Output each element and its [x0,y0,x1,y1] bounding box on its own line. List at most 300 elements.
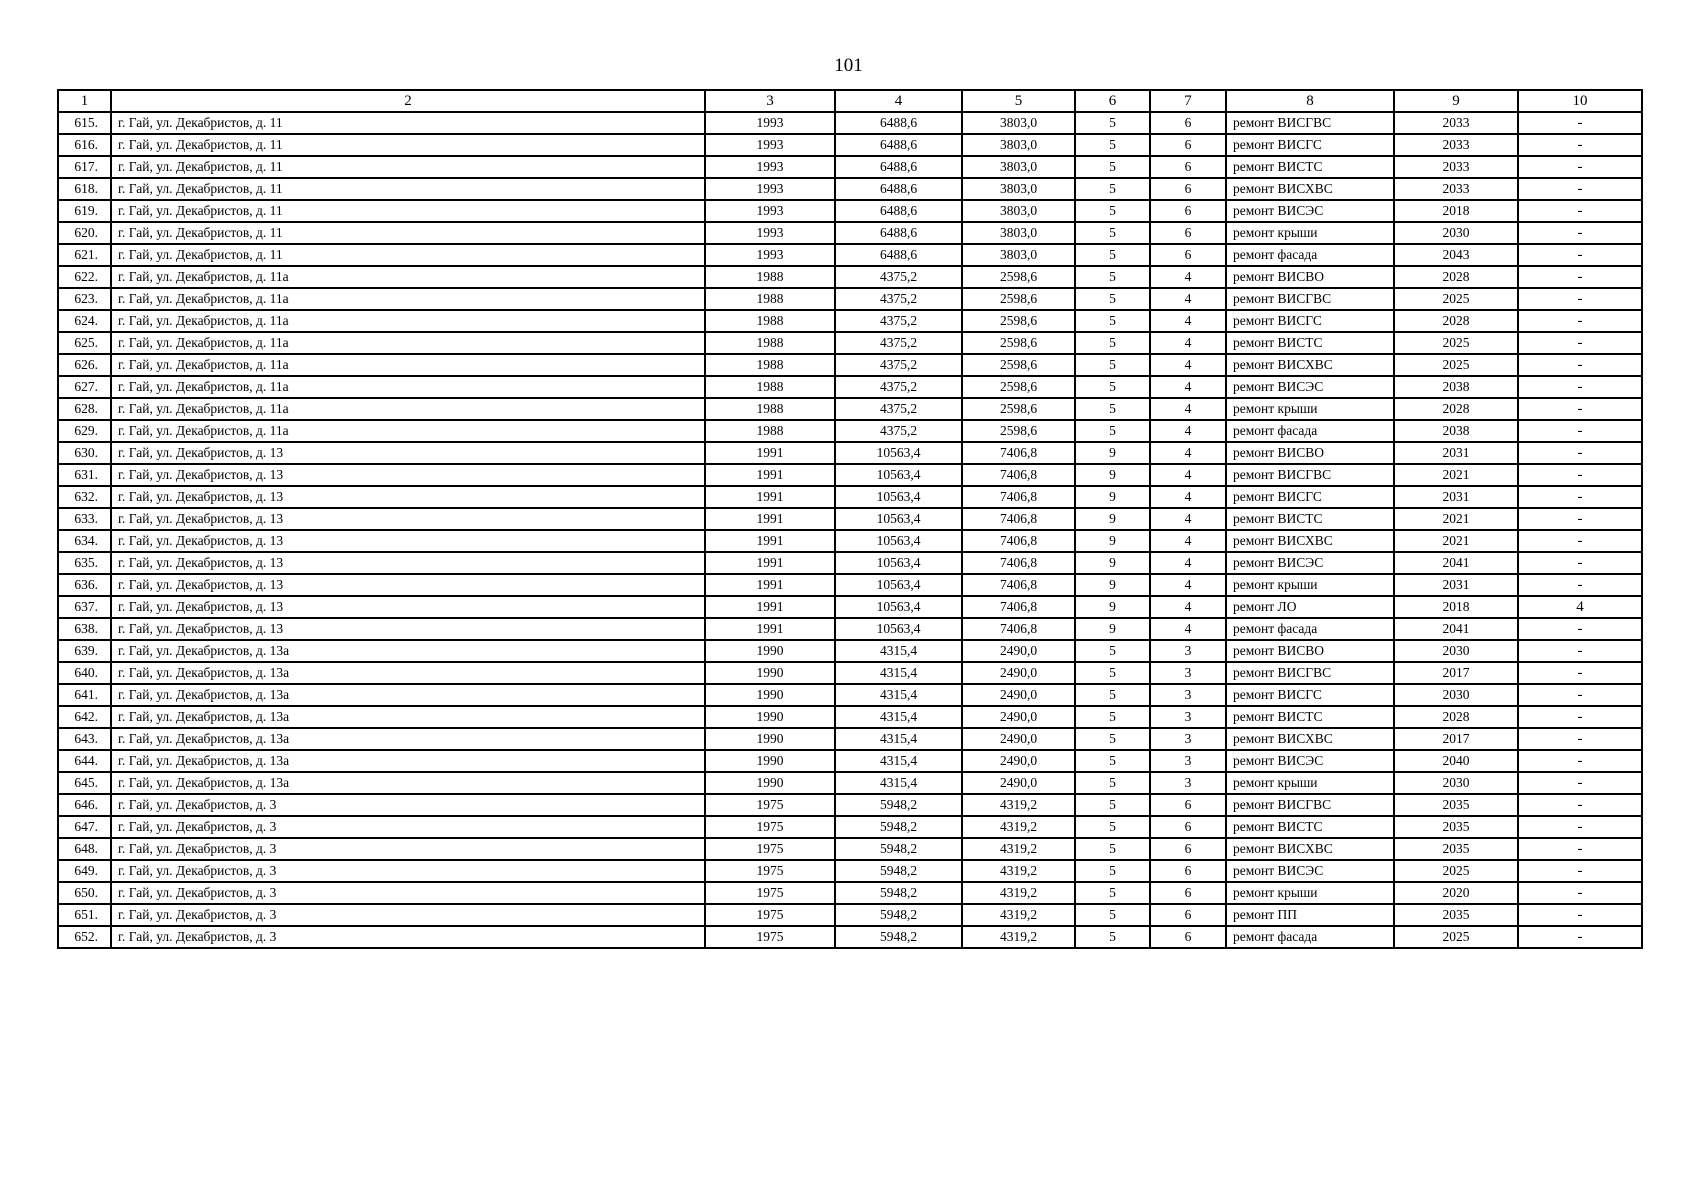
cell-planned-year: 2021 [1394,464,1518,486]
cell-row-number: 625. [58,332,111,354]
cell-row-number: 618. [58,178,111,200]
table-row [58,794,1642,816]
cell-planned-year: 2038 [1394,420,1518,442]
cell-entrances: 4 [1150,310,1226,332]
cell-build-year: 1991 [705,574,835,596]
cell-total-area: 4375,2 [835,310,962,332]
cell-planned-year: 2028 [1394,266,1518,288]
cell-total-area: 5948,2 [835,882,962,904]
cell-planned-year: 2025 [1394,926,1518,948]
cell-address: г. Гай, ул. Декабристов, д. 13 [111,486,705,508]
cell-address: г. Гай, ул. Декабристов, д. 13 [111,574,705,596]
cell-floors: 9 [1075,464,1150,486]
cell-floors: 5 [1075,200,1150,222]
cell-living-area: 3803,0 [962,112,1075,134]
cell-work-type: ремонт ВИСХВС [1226,354,1394,376]
cell-address: г. Гай, ул. Декабристов, д. 13 [111,464,705,486]
cell-value-10: - [1518,420,1642,442]
column-header-7: 7 [1150,90,1226,112]
cell-address: г. Гай, ул. Декабристов, д. 11 [111,134,705,156]
cell-planned-year: 2021 [1394,530,1518,552]
cell-entrances: 6 [1150,860,1226,882]
cell-living-area: 4319,2 [962,860,1075,882]
cell-work-type: ремонт ЛО [1226,596,1394,618]
cell-planned-year: 2030 [1394,640,1518,662]
cell-build-year: 1991 [705,486,835,508]
cell-living-area: 4319,2 [962,794,1075,816]
cell-entrances: 6 [1150,794,1226,816]
cell-build-year: 1991 [705,530,835,552]
cell-row-number: 652. [58,926,111,948]
cell-work-type: ремонт фасада [1226,420,1394,442]
cell-address: г. Гай, ул. Декабристов, д. 3 [111,904,705,926]
table-row [58,200,1642,222]
cell-value-10: - [1518,266,1642,288]
column-header-8: 8 [1226,90,1394,112]
cell-build-year: 1975 [705,816,835,838]
cell-planned-year: 2017 [1394,728,1518,750]
cell-value-10: - [1518,398,1642,420]
cell-build-year: 1988 [705,420,835,442]
cell-total-area: 4315,4 [835,706,962,728]
cell-living-area: 7406,8 [962,618,1075,640]
cell-work-type: ремонт фасада [1226,244,1394,266]
cell-build-year: 1975 [705,882,835,904]
cell-row-number: 627. [58,376,111,398]
cell-floors: 5 [1075,904,1150,926]
cell-planned-year: 2031 [1394,486,1518,508]
cell-floors: 5 [1075,706,1150,728]
table-row [58,574,1642,596]
cell-value-10: 4 [1518,596,1642,618]
cell-address: г. Гай, ул. Декабристов, д. 11 [111,112,705,134]
cell-value-10: - [1518,200,1642,222]
cell-address: г. Гай, ул. Декабристов, д. 13 [111,618,705,640]
cell-work-type: ремонт ВИСХВС [1226,530,1394,552]
cell-row-number: 634. [58,530,111,552]
cell-address: г. Гай, ул. Декабристов, д. 13а [111,662,705,684]
cell-build-year: 1975 [705,904,835,926]
cell-build-year: 1975 [705,860,835,882]
cell-planned-year: 2038 [1394,376,1518,398]
cell-planned-year: 2030 [1394,772,1518,794]
cell-value-10: - [1518,222,1642,244]
cell-entrances: 3 [1150,728,1226,750]
cell-work-type: ремонт ВИСЭС [1226,552,1394,574]
cell-living-area: 2490,0 [962,684,1075,706]
cell-row-number: 637. [58,596,111,618]
cell-row-number: 646. [58,794,111,816]
cell-value-10: - [1518,750,1642,772]
table-row [58,376,1642,398]
cell-work-type: ремонт ВИСВО [1226,640,1394,662]
cell-total-area: 5948,2 [835,838,962,860]
cell-address: г. Гай, ул. Декабристов, д. 13а [111,750,705,772]
cell-work-type: ремонт фасада [1226,926,1394,948]
column-header-6: 6 [1075,90,1150,112]
cell-work-type: ремонт ВИСТС [1226,508,1394,530]
table-row [58,706,1642,728]
cell-build-year: 1988 [705,354,835,376]
cell-total-area: 6488,6 [835,156,962,178]
cell-value-10: - [1518,552,1642,574]
cell-living-area: 7406,8 [962,464,1075,486]
cell-row-number: 619. [58,200,111,222]
cell-total-area: 6488,6 [835,222,962,244]
column-header-1: 1 [58,90,111,112]
cell-total-area: 10563,4 [835,530,962,552]
cell-entrances: 3 [1150,772,1226,794]
cell-floors: 5 [1075,772,1150,794]
cell-build-year: 1993 [705,200,835,222]
cell-total-area: 4315,4 [835,750,962,772]
cell-address: г. Гай, ул. Декабристов, д. 13 [111,596,705,618]
cell-planned-year: 2020 [1394,882,1518,904]
cell-value-10: - [1518,860,1642,882]
cell-entrances: 4 [1150,420,1226,442]
cell-planned-year: 2031 [1394,574,1518,596]
cell-total-area: 6488,6 [835,244,962,266]
cell-total-area: 4315,4 [835,640,962,662]
cell-build-year: 1988 [705,376,835,398]
cell-row-number: 649. [58,860,111,882]
table-row [58,354,1642,376]
cell-floors: 9 [1075,486,1150,508]
cell-entrances: 6 [1150,816,1226,838]
cell-address: г. Гай, ул. Декабристов, д. 3 [111,794,705,816]
cell-work-type: ремонт ВИСЭС [1226,376,1394,398]
cell-planned-year: 2035 [1394,816,1518,838]
cell-entrances: 6 [1150,222,1226,244]
cell-entrances: 6 [1150,178,1226,200]
cell-row-number: 636. [58,574,111,596]
cell-planned-year: 2033 [1394,112,1518,134]
cell-living-area: 2598,6 [962,332,1075,354]
cell-floors: 5 [1075,244,1150,266]
cell-total-area: 10563,4 [835,596,962,618]
cell-row-number: 631. [58,464,111,486]
table-row [58,508,1642,530]
table-row [58,904,1642,926]
cell-entrances: 6 [1150,134,1226,156]
cell-value-10: - [1518,508,1642,530]
cell-living-area: 4319,2 [962,904,1075,926]
cell-floors: 9 [1075,442,1150,464]
cell-work-type: ремонт крыши [1226,398,1394,420]
cell-work-type: ремонт крыши [1226,772,1394,794]
cell-value-10: - [1518,772,1642,794]
cell-row-number: 639. [58,640,111,662]
cell-living-area: 2490,0 [962,640,1075,662]
cell-address: г. Гай, ул. Декабристов, д. 13а [111,772,705,794]
cell-address: г. Гай, ул. Декабристов, д. 13 [111,530,705,552]
cell-row-number: 617. [58,156,111,178]
cell-planned-year: 2025 [1394,288,1518,310]
table-body [58,112,1642,948]
cell-address: г. Гай, ул. Декабристов, д. 13а [111,640,705,662]
table-row [58,398,1642,420]
cell-total-area: 4375,2 [835,376,962,398]
table-row [58,112,1642,134]
cell-row-number: 624. [58,310,111,332]
cell-work-type: ремонт ВИСЭС [1226,200,1394,222]
cell-planned-year: 2031 [1394,442,1518,464]
table-row [58,486,1642,508]
cell-floors: 5 [1075,926,1150,948]
header-row [58,90,1642,112]
cell-address: г. Гай, ул. Декабристов, д. 3 [111,816,705,838]
cell-value-10: - [1518,684,1642,706]
table-row [58,640,1642,662]
cell-address: г. Гай, ул. Декабристов, д. 11 [111,178,705,200]
column-header-3: 3 [705,90,835,112]
table-row [58,332,1642,354]
cell-living-area: 7406,8 [962,486,1075,508]
cell-floors: 9 [1075,618,1150,640]
cell-living-area: 2490,0 [962,750,1075,772]
cell-build-year: 1991 [705,552,835,574]
cell-address: г. Гай, ул. Декабристов, д. 11 [111,156,705,178]
cell-planned-year: 2043 [1394,244,1518,266]
cell-address: г. Гай, ул. Декабристов, д. 13 [111,552,705,574]
cell-build-year: 1990 [705,684,835,706]
cell-address: г. Гай, ул. Декабристов, д. 11 [111,200,705,222]
cell-value-10: - [1518,244,1642,266]
cell-build-year: 1975 [705,794,835,816]
cell-planned-year: 2030 [1394,684,1518,706]
cell-value-10: - [1518,904,1642,926]
cell-floors: 5 [1075,134,1150,156]
cell-address: г. Гай, ул. Декабристов, д. 3 [111,882,705,904]
cell-planned-year: 2040 [1394,750,1518,772]
column-header-4: 4 [835,90,962,112]
cell-floors: 5 [1075,794,1150,816]
cell-work-type: ремонт фасада [1226,618,1394,640]
cell-build-year: 1993 [705,112,835,134]
cell-row-number: 633. [58,508,111,530]
cell-row-number: 632. [58,486,111,508]
cell-row-number: 621. [58,244,111,266]
cell-address: г. Гай, ул. Декабристов, д. 11 [111,222,705,244]
cell-value-10: - [1518,442,1642,464]
cell-floors: 5 [1075,398,1150,420]
cell-floors: 9 [1075,574,1150,596]
register-table [57,89,1643,949]
cell-floors: 9 [1075,530,1150,552]
cell-value-10: - [1518,486,1642,508]
table-row [58,420,1642,442]
cell-entrances: 4 [1150,596,1226,618]
cell-floors: 5 [1075,178,1150,200]
cell-floors: 5 [1075,640,1150,662]
cell-address: г. Гай, ул. Декабристов, д. 13а [111,706,705,728]
cell-value-10: - [1518,662,1642,684]
page-number: 101 [834,55,863,76]
cell-living-area: 2598,6 [962,288,1075,310]
cell-living-area: 4319,2 [962,838,1075,860]
cell-value-10: - [1518,706,1642,728]
cell-work-type: ремонт ВИСГВС [1226,662,1394,684]
cell-planned-year: 2035 [1394,838,1518,860]
cell-build-year: 1990 [705,706,835,728]
cell-planned-year: 2030 [1394,222,1518,244]
table-row [58,244,1642,266]
cell-value-10: - [1518,618,1642,640]
cell-work-type: ремонт ВИСТС [1226,816,1394,838]
cell-entrances: 6 [1150,882,1226,904]
cell-entrances: 4 [1150,376,1226,398]
cell-address: г. Гай, ул. Декабристов, д. 11 [111,244,705,266]
cell-address: г. Гай, ул. Декабристов, д. 13 [111,508,705,530]
cell-entrances: 3 [1150,662,1226,684]
cell-work-type: ремонт ВИСГВС [1226,112,1394,134]
table-row [58,684,1642,706]
cell-total-area: 4315,4 [835,728,962,750]
table-row [58,618,1642,640]
cell-value-10: - [1518,816,1642,838]
cell-build-year: 1993 [705,178,835,200]
cell-entrances: 3 [1150,640,1226,662]
cell-address: г. Гай, ул. Декабристов, д. 11а [111,310,705,332]
cell-build-year: 1993 [705,244,835,266]
cell-row-number: 643. [58,728,111,750]
cell-floors: 5 [1075,310,1150,332]
cell-floors: 5 [1075,816,1150,838]
cell-total-area: 4375,2 [835,266,962,288]
cell-total-area: 10563,4 [835,508,962,530]
cell-planned-year: 2033 [1394,156,1518,178]
cell-row-number: 644. [58,750,111,772]
cell-living-area: 7406,8 [962,574,1075,596]
cell-address: г. Гай, ул. Декабристов, д. 3 [111,838,705,860]
cell-living-area: 2598,6 [962,310,1075,332]
cell-address: г. Гай, ул. Декабристов, д. 11а [111,332,705,354]
cell-planned-year: 2021 [1394,508,1518,530]
cell-address: г. Гай, ул. Декабристов, д. 13а [111,684,705,706]
cell-living-area: 3803,0 [962,134,1075,156]
cell-address: г. Гай, ул. Декабристов, д. 11а [111,398,705,420]
cell-entrances: 4 [1150,618,1226,640]
table-row [58,288,1642,310]
cell-row-number: 638. [58,618,111,640]
cell-planned-year: 2017 [1394,662,1518,684]
cell-value-10: - [1518,112,1642,134]
cell-total-area: 6488,6 [835,134,962,156]
cell-living-area: 2490,0 [962,662,1075,684]
cell-entrances: 4 [1150,398,1226,420]
cell-total-area: 4315,4 [835,772,962,794]
cell-build-year: 1988 [705,398,835,420]
cell-living-area: 4319,2 [962,816,1075,838]
cell-planned-year: 2025 [1394,860,1518,882]
cell-build-year: 1990 [705,640,835,662]
cell-work-type: ремонт ВИСХВС [1226,178,1394,200]
cell-entrances: 4 [1150,574,1226,596]
table-row [58,882,1642,904]
cell-total-area: 4315,4 [835,662,962,684]
cell-build-year: 1988 [705,310,835,332]
cell-row-number: 635. [58,552,111,574]
cell-address: г. Гай, ул. Декабристов, д. 11а [111,420,705,442]
cell-entrances: 4 [1150,354,1226,376]
table-row [58,134,1642,156]
table-row [58,816,1642,838]
cell-living-area: 3803,0 [962,156,1075,178]
cell-row-number: 641. [58,684,111,706]
cell-value-10: - [1518,310,1642,332]
cell-work-type: ремонт ВИСТС [1226,156,1394,178]
cell-build-year: 1988 [705,266,835,288]
cell-row-number: 628. [58,398,111,420]
cell-floors: 5 [1075,750,1150,772]
cell-total-area: 10563,4 [835,552,962,574]
cell-total-area: 5948,2 [835,926,962,948]
cell-build-year: 1991 [705,464,835,486]
cell-row-number: 640. [58,662,111,684]
cell-entrances: 4 [1150,266,1226,288]
cell-total-area: 4375,2 [835,332,962,354]
table-row [58,926,1642,948]
cell-entrances: 6 [1150,838,1226,860]
cell-living-area: 3803,0 [962,244,1075,266]
cell-living-area: 4319,2 [962,926,1075,948]
cell-work-type: ремонт ВИСТС [1226,332,1394,354]
cell-value-10: - [1518,838,1642,860]
cell-entrances: 4 [1150,442,1226,464]
cell-value-10: - [1518,530,1642,552]
cell-value-10: - [1518,464,1642,486]
cell-build-year: 1993 [705,134,835,156]
cell-build-year: 1988 [705,288,835,310]
cell-floors: 5 [1075,420,1150,442]
cell-floors: 5 [1075,662,1150,684]
table-row [58,750,1642,772]
cell-floors: 5 [1075,156,1150,178]
cell-living-area: 2490,0 [962,772,1075,794]
table-row [58,222,1642,244]
cell-floors: 5 [1075,684,1150,706]
cell-row-number: 620. [58,222,111,244]
table-row [58,552,1642,574]
cell-total-area: 10563,4 [835,442,962,464]
cell-work-type: ремонт ВИСВО [1226,266,1394,288]
cell-planned-year: 2025 [1394,354,1518,376]
cell-living-area: 7406,8 [962,442,1075,464]
cell-entrances: 4 [1150,530,1226,552]
cell-work-type: ремонт ВИСХВС [1226,728,1394,750]
cell-living-area: 7406,8 [962,530,1075,552]
cell-row-number: 622. [58,266,111,288]
table-row [58,772,1642,794]
cell-floors: 9 [1075,508,1150,530]
table-row [58,662,1642,684]
column-header-10: 10 [1518,90,1642,112]
cell-living-area: 7406,8 [962,508,1075,530]
cell-value-10: - [1518,288,1642,310]
column-header-5: 5 [962,90,1075,112]
cell-address: г. Гай, ул. Декабристов, д. 3 [111,860,705,882]
cell-entrances: 4 [1150,508,1226,530]
cell-build-year: 1991 [705,508,835,530]
cell-address: г. Гай, ул. Декабристов, д. 11а [111,354,705,376]
cell-entrances: 3 [1150,684,1226,706]
cell-value-10: - [1518,332,1642,354]
cell-planned-year: 2033 [1394,134,1518,156]
cell-planned-year: 2041 [1394,618,1518,640]
cell-address: г. Гай, ул. Декабристов, д. 13а [111,728,705,750]
cell-entrances: 6 [1150,244,1226,266]
cell-value-10: - [1518,178,1642,200]
